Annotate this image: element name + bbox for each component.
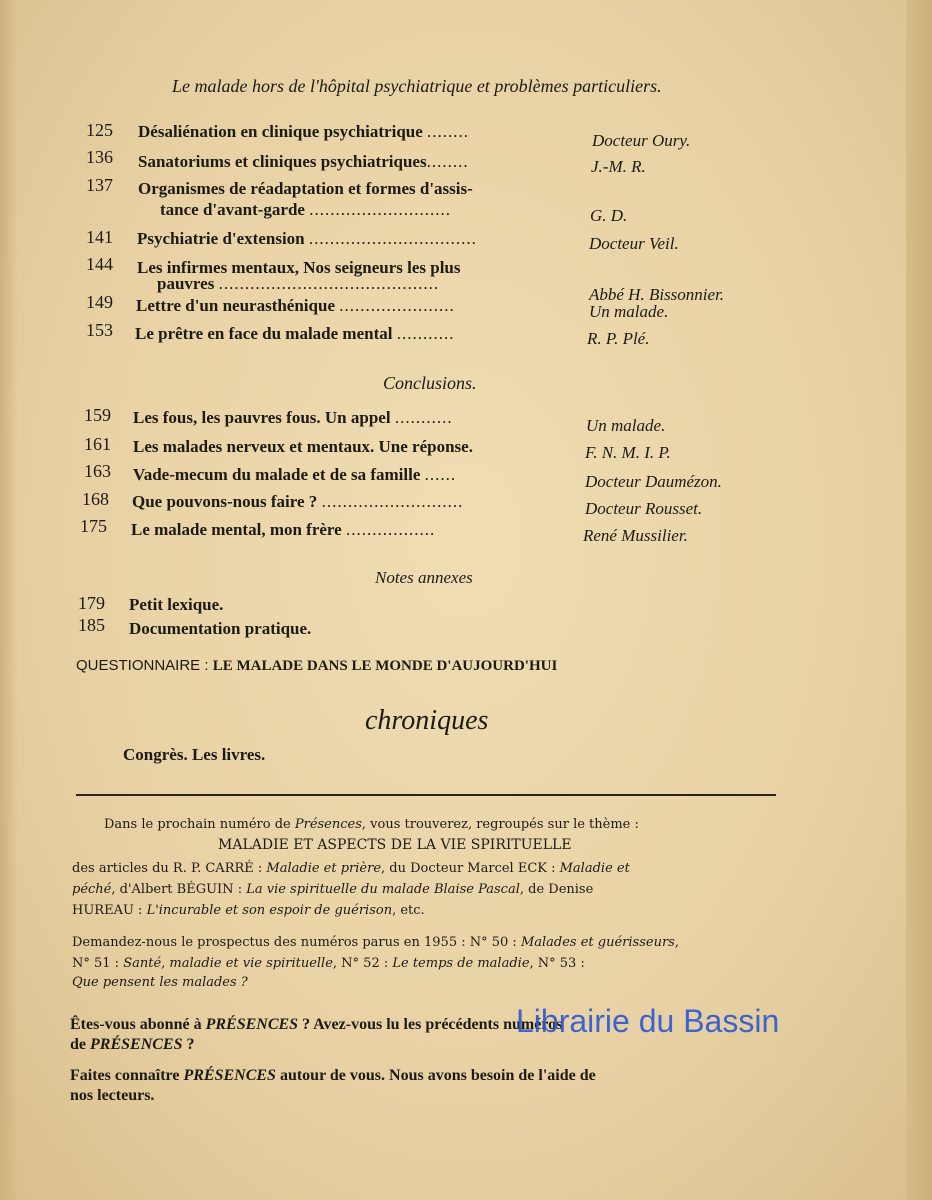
entry-author: René Mussilier. bbox=[583, 526, 688, 545]
section-title: Conclusions. bbox=[383, 373, 477, 393]
entry-page-number: 163 bbox=[84, 461, 111, 481]
entry-author: Abbé H. Bissonnier. bbox=[589, 285, 725, 304]
subscribe-line: Êtes-vous abonné à PRÉSENCES ? Avez-vous lu les précédents numéros bbox=[70, 1016, 563, 1033]
entry-page-number: 159 bbox=[84, 405, 111, 425]
subscribe-line: Faites connaître PRÉSENCES autour de vous. Nous avons besoin de l'aide de bbox=[70, 1067, 596, 1084]
next-issue-line: péché, d'Albert BÉGUIN : La vie spirituelle du malade Blaise Pascal, de Denise bbox=[72, 882, 594, 897]
entry-title: Organismes de réadaptation et formes d'assis- bbox=[138, 179, 473, 198]
subscribe-line: nos lecteurs. bbox=[70, 1087, 155, 1104]
prospectus-line: Que pensent les malades ? bbox=[72, 975, 248, 990]
entry-author: J.-M. R. bbox=[591, 157, 646, 176]
prospectus-line: N° 51 : Santé, maladie et vie spirituelle, N° 52 : Le temps de maladie, N° 53 : bbox=[72, 956, 585, 971]
entry-page-number: 136 bbox=[86, 147, 113, 167]
watermark-text: Librairie du Bassin bbox=[516, 1003, 780, 1039]
entry-title: Petit lexique. bbox=[129, 595, 224, 614]
entry-author: Docteur Veil. bbox=[589, 234, 679, 253]
section-title: Le malade hors de l'hôpital psychiatrique et problèmes particuliers. bbox=[172, 76, 662, 96]
next-issue-line: des articles du R. P. CARRÉ : Maladie et prière, du Docteur Marcel ECK : Maladie et bbox=[72, 861, 630, 876]
entry-title: Lettre d'un neurasthénique ...................... bbox=[136, 296, 455, 315]
entry-title: Sanatoriums et cliniques psychiatriques........ bbox=[138, 152, 469, 171]
next-issue-line: HUREAU : L'incurable et son espoir de guérison, etc. bbox=[72, 903, 425, 918]
chroniques-text: Congrès. Les livres. bbox=[123, 745, 266, 764]
entry-title: Les infirmes mentaux, Nos seigneurs les plus bbox=[137, 258, 461, 277]
entry-author: Docteur Oury. bbox=[592, 131, 691, 150]
entry-author: R. P. Plé. bbox=[587, 329, 650, 348]
entry-page-number: 179 bbox=[78, 593, 105, 613]
next-issue-theme: MALADIE ET ASPECTS DE LA VIE SPIRITUELLE bbox=[218, 837, 572, 853]
entry-page-number: 153 bbox=[86, 320, 113, 340]
entry-title: Le malade mental, mon frère ................. bbox=[131, 520, 436, 539]
entry-author: Docteur Rousset. bbox=[585, 499, 703, 518]
entry-title-continued: pauvres .......................................... bbox=[157, 274, 440, 293]
entry-page-number: 185 bbox=[78, 615, 105, 635]
entry-title: Les fous, les pauvres fous. Un appel ........... bbox=[133, 408, 453, 427]
prospectus-line: Demandez-nous le prospectus des numéros parus en 1955 : N° 50 : Malades et guérisseurs, bbox=[72, 935, 679, 950]
entry-page-number: 168 bbox=[82, 489, 109, 509]
horizontal-rule bbox=[76, 794, 776, 796]
entry-page-number: 149 bbox=[86, 292, 113, 312]
entry-title: Le prêtre en face du malade mental ........... bbox=[135, 324, 455, 343]
chroniques-heading: chroniques bbox=[365, 705, 489, 736]
entry-page-number: 175 bbox=[80, 516, 107, 536]
questionnaire-line: QUESTIONNAIRE : LE MALADE DANS LE MONDE D'AUJOURD'HUI bbox=[76, 657, 558, 674]
entry-title: Vade-mecum du malade et de sa famille ...... bbox=[133, 465, 457, 484]
section-title: Notes annexes bbox=[375, 568, 473, 587]
subscribe-line: de PRÉSENCES ? bbox=[70, 1036, 195, 1053]
entry-author: Docteur Daumézon. bbox=[585, 472, 722, 491]
entry-title: Psychiatrie d'extension ................................ bbox=[137, 229, 477, 248]
entry-title: Les malades nerveux et mentaux. Une réponse. bbox=[133, 437, 473, 456]
entry-author: Un malade. bbox=[586, 416, 666, 435]
entry-page-number: 144 bbox=[86, 254, 113, 274]
entry-author: F. N. M. I. P. bbox=[585, 443, 671, 462]
entry-page-number: 137 bbox=[86, 175, 113, 195]
entry-title: Documentation pratique. bbox=[129, 619, 312, 638]
next-issue-line: Dans le prochain numéro de Présences, vous trouverez, regroupés sur le thème : bbox=[104, 817, 639, 832]
entry-author: G. D. bbox=[590, 206, 628, 225]
page-shadow bbox=[0, 0, 18, 1200]
entry-title: Désaliénation en clinique psychiatrique ........ bbox=[138, 122, 470, 141]
entry-page-number: 125 bbox=[86, 120, 113, 140]
entry-author: Un malade. bbox=[589, 302, 669, 321]
entry-title: Que pouvons-nous faire ? ........................... bbox=[132, 492, 464, 511]
entry-page-number: 141 bbox=[86, 227, 113, 247]
entry-title-continued: tance d'avant-garde ........................... bbox=[160, 200, 451, 219]
page-edge bbox=[906, 0, 932, 1200]
entry-page-number: 161 bbox=[84, 434, 111, 454]
